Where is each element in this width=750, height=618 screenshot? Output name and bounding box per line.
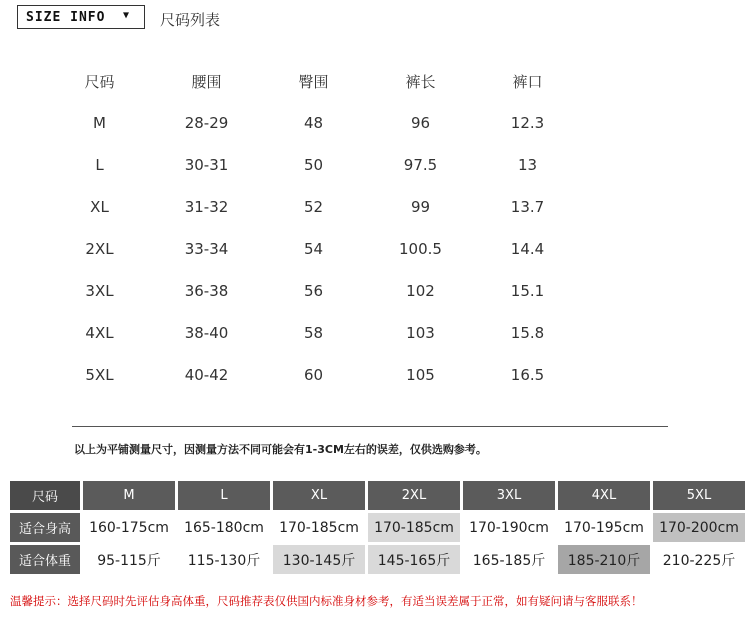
- table-cell: 31-32: [184, 198, 229, 216]
- table-cell: 12.3: [510, 114, 545, 132]
- table-row: [46, 144, 581, 186]
- weight-cell: 210-225斤: [653, 545, 745, 574]
- fit-table-header: [10, 481, 745, 510]
- height-cell: 165-180cm: [178, 513, 270, 542]
- height-cell: 170-185cm: [273, 513, 365, 542]
- table-row: [46, 270, 581, 312]
- table-row: [46, 228, 581, 270]
- table-cell: 2XL: [85, 240, 114, 258]
- table-cell: 4XL: [85, 324, 114, 342]
- table-cell: 13: [517, 156, 538, 174]
- fit-table: [7, 478, 748, 577]
- table-cell: 103: [406, 324, 435, 342]
- size-info-dropdown[interactable]: [17, 5, 145, 29]
- table-cell: 60: [303, 366, 324, 384]
- table-row: [46, 312, 581, 354]
- height-cell: 160-175cm: [83, 513, 175, 542]
- table-cell: 36-38: [184, 282, 229, 300]
- fit-size-cell: 5XL: [653, 481, 745, 510]
- chevron-down-icon: ▼: [122, 10, 130, 21]
- column-header: 腰围: [191, 72, 222, 91]
- table-row: [46, 354, 581, 396]
- table-cell: 33-34: [184, 240, 229, 258]
- table-cell: 99: [410, 198, 431, 216]
- table-cell: 13.7: [510, 198, 545, 216]
- table-cell: 56: [303, 282, 324, 300]
- column-header: 臀围: [298, 72, 329, 91]
- page-title: 尺码列表: [160, 11, 221, 29]
- height-cell: 170-200cm: [653, 513, 745, 542]
- table-cell: 30-31: [184, 156, 229, 174]
- table-cell: M: [93, 114, 106, 132]
- table-row: [46, 186, 581, 228]
- column-header: 裤长: [405, 72, 436, 91]
- table-cell: 48: [303, 114, 324, 132]
- table-cell: XL: [90, 198, 109, 216]
- fit-size-cell: 3XL: [463, 481, 555, 510]
- table-cell: 102: [406, 282, 435, 300]
- column-header: 尺码: [84, 72, 115, 91]
- warning-text: 温馨提示：选择尺码时先评估身高体重，尺码推荐表仅供国内标准身材参考，有适当误差属于正常，如有疑问请与客服联系！: [10, 594, 643, 608]
- fit-height-row: [10, 513, 745, 542]
- table-cell: 38-40: [184, 324, 229, 342]
- table-cell: 16.5: [510, 366, 545, 384]
- weight-cell: 185-210斤: [558, 545, 650, 574]
- fit-weight-row: [10, 545, 745, 574]
- weight-cell: 145-165斤: [368, 545, 460, 574]
- weight-cell: 130-145斤: [273, 545, 365, 574]
- weight-label: 适合体重: [10, 545, 80, 574]
- table-cell: 28-29: [184, 114, 229, 132]
- size-info-label: SIZE INFO: [26, 9, 106, 25]
- table-cell: 100.5: [399, 240, 442, 258]
- table-cell: 14.4: [510, 240, 545, 258]
- size-table: [46, 60, 581, 396]
- weight-cell: 115-130斤: [178, 545, 270, 574]
- fit-size-cell: L: [178, 481, 270, 510]
- divider: [72, 426, 668, 427]
- table-cell: 5XL: [85, 366, 114, 384]
- table-cell: 15.8: [510, 324, 545, 342]
- table-cell: 96: [410, 114, 431, 132]
- table-cell: 50: [303, 156, 324, 174]
- fit-size-cell: M: [83, 481, 175, 510]
- table-cell: 97.5: [403, 156, 438, 174]
- column-header: 裤口: [512, 72, 543, 91]
- fit-header-label: 尺码: [10, 481, 80, 510]
- measurement-note: 以上为平铺测量尺寸，因测量方法不同可能会有1-3CM左右的误差，仅供选购参考。: [74, 443, 487, 456]
- height-cell: 170-190cm: [463, 513, 555, 542]
- size-table-header: [46, 60, 581, 102]
- fit-size-cell: 2XL: [368, 481, 460, 510]
- table-row: [46, 102, 581, 144]
- table-cell: 15.1: [510, 282, 545, 300]
- height-cell: 170-185cm: [368, 513, 460, 542]
- table-cell: L: [95, 156, 104, 174]
- table-cell: 40-42: [184, 366, 229, 384]
- table-cell: 105: [406, 366, 435, 384]
- table-cell: 52: [303, 198, 324, 216]
- height-cell: 170-195cm: [558, 513, 650, 542]
- fit-size-cell: 4XL: [558, 481, 650, 510]
- fit-size-cell: XL: [273, 481, 365, 510]
- height-label: 适合身高: [10, 513, 80, 542]
- weight-cell: 95-115斤: [83, 545, 175, 574]
- weight-cell: 165-185斤: [463, 545, 555, 574]
- table-cell: 54: [303, 240, 324, 258]
- table-cell: 58: [303, 324, 324, 342]
- table-cell: 3XL: [85, 282, 114, 300]
